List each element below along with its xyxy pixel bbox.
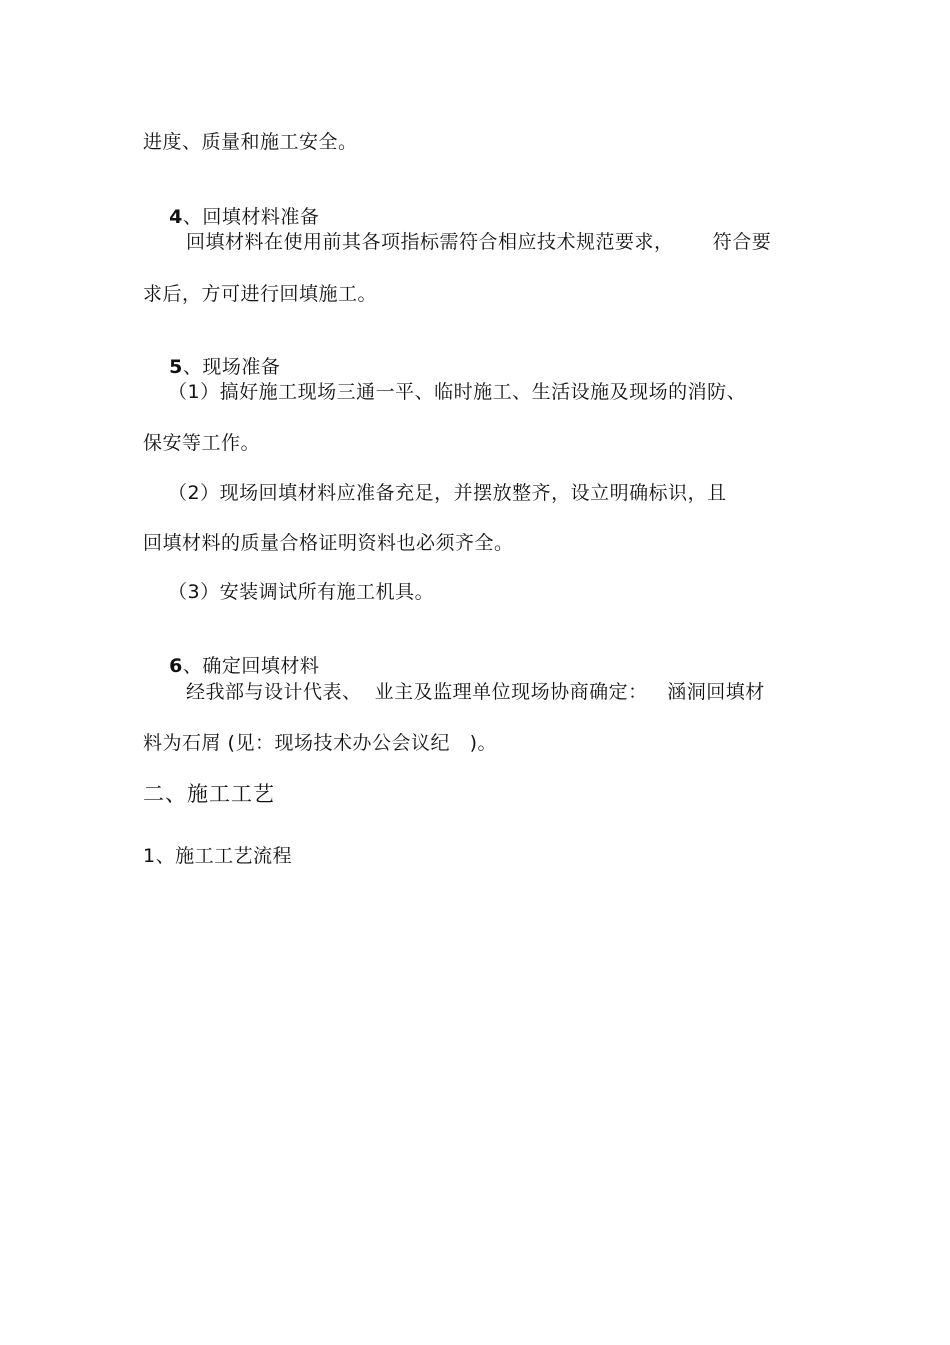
heading-text: 、现场准备 (182, 356, 281, 378)
paragraph-continuation: 进度、质量和施工安全。 (143, 131, 358, 153)
heading-number: 6 (169, 655, 183, 677)
paragraph-determine-line-2: 料为石屑 (见：现场技术办公会议纪 )。 (143, 732, 497, 754)
list-item-3: （3）安装调试所有施工机具。 (168, 581, 435, 603)
heading-text: 、回填材料准备 (182, 206, 320, 228)
paragraph-backfill-line-2: 求后，方可进行回填施工。 (143, 283, 378, 305)
heading-number: 4 (169, 206, 183, 228)
subheading-process-flow: 1、施工工艺流程 (143, 845, 293, 867)
section-title-construction-process: 二、施工工艺 (143, 782, 275, 806)
paragraph-backfill-line-1: 回填材料在使用前其各项指标需符合相应技术规范要求， 符合要 (186, 231, 772, 253)
heading-number: 5 (169, 356, 183, 378)
heading-text: 、确定回填材料 (182, 655, 320, 677)
paragraph-determine-line-1: 经我部与设计代表、 业主及监理单位现场协商确定： 涵洞回填材 (186, 681, 765, 703)
list-item-1-line-2: 保安等工作。 (143, 432, 261, 454)
list-item-1-line-1: （1）搞好施工现场三通一平、临时施工、生活设施及现场的消防、 (168, 381, 747, 403)
list-item-2-line-1: （2）现场回填材料应准备充足，并摆放整齐，设立明确标识，且 (168, 482, 727, 504)
list-item-2-line-2: 回填材料的质量合格证明资料也必须齐全。 (143, 532, 514, 554)
